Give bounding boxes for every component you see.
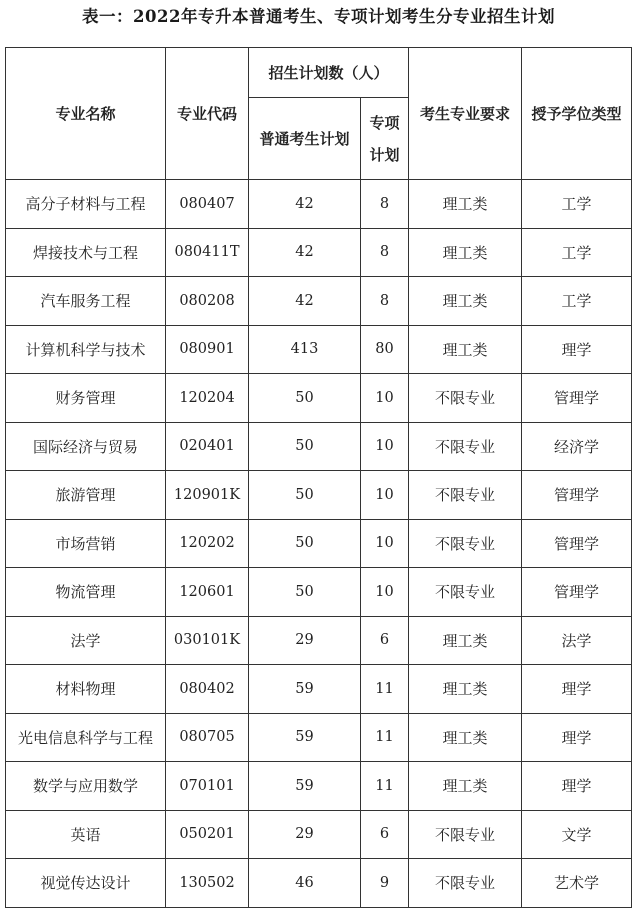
table-row	[6, 665, 632, 714]
cell-special-plan: 10	[361, 568, 409, 617]
table-row	[6, 616, 632, 665]
table-row	[6, 471, 632, 520]
cell-regular-plan: 50	[249, 374, 361, 423]
cell-major-name: 汽车服务工程	[6, 277, 166, 326]
cell-degree: 工学	[522, 180, 632, 229]
cell-major-name: 英语	[6, 810, 166, 859]
cell-special-plan: 80	[361, 325, 409, 374]
table-row	[6, 228, 632, 277]
cell-requirement: 不限专业	[409, 568, 522, 617]
cell-degree: 文学	[522, 810, 632, 859]
cell-requirement: 理工类	[409, 762, 522, 811]
cell-requirement: 不限专业	[409, 519, 522, 568]
cell-degree: 艺术学	[522, 859, 632, 908]
cell-requirement: 理工类	[409, 228, 522, 277]
cell-degree: 工学	[522, 277, 632, 326]
cell-special-plan: 6	[361, 616, 409, 665]
cell-major-name: 光电信息科学与工程	[6, 713, 166, 762]
cell-regular-plan: 46	[249, 859, 361, 908]
cell-special-plan: 8	[361, 277, 409, 326]
header-special-plan-line2: 计划	[369, 145, 400, 164]
cell-requirement: 不限专业	[409, 374, 522, 423]
cell-degree: 理学	[522, 713, 632, 762]
cell-special-plan: 11	[361, 762, 409, 811]
cell-regular-plan: 50	[249, 471, 361, 520]
cell-special-plan: 9	[361, 859, 409, 908]
cell-regular-plan: 59	[249, 762, 361, 811]
cell-regular-plan: 29	[249, 810, 361, 859]
cell-requirement: 不限专业	[409, 859, 522, 908]
cell-special-plan: 11	[361, 713, 409, 762]
cell-major-code: 030101K	[166, 616, 249, 665]
cell-requirement: 理工类	[409, 180, 522, 229]
header-requirement: 考生专业要求	[409, 48, 522, 180]
cell-major-name: 旅游管理	[6, 471, 166, 520]
cell-regular-plan: 50	[249, 568, 361, 617]
cell-degree: 工学	[522, 228, 632, 277]
table-row	[6, 374, 632, 423]
cell-major-code: 120204	[166, 374, 249, 423]
cell-regular-plan: 42	[249, 180, 361, 229]
cell-regular-plan: 59	[249, 665, 361, 714]
table-row	[6, 180, 632, 229]
header-regular-plan: 普通考生计划	[249, 98, 361, 180]
cell-special-plan: 8	[361, 180, 409, 229]
cell-major-name: 计算机科学与技术	[6, 325, 166, 374]
cell-major-code: 120601	[166, 568, 249, 617]
cell-major-name: 材料物理	[6, 665, 166, 714]
header-degree: 授予学位类型	[522, 48, 632, 180]
cell-requirement: 不限专业	[409, 422, 522, 471]
cell-requirement: 理工类	[409, 616, 522, 665]
cell-major-code: 080705	[166, 713, 249, 762]
header-plan-group: 招生计划数（人）	[249, 48, 409, 98]
cell-major-name: 焊接技术与工程	[6, 228, 166, 277]
cell-degree: 管理学	[522, 519, 632, 568]
table-row	[6, 422, 632, 471]
cell-special-plan: 10	[361, 422, 409, 471]
cell-regular-plan: 50	[249, 422, 361, 471]
cell-major-name: 高分子材料与工程	[6, 180, 166, 229]
cell-requirement: 不限专业	[409, 471, 522, 520]
cell-major-code: 120202	[166, 519, 249, 568]
cell-special-plan: 10	[361, 471, 409, 520]
cell-special-plan: 6	[361, 810, 409, 859]
table-row	[6, 277, 632, 326]
cell-special-plan: 10	[361, 374, 409, 423]
cell-regular-plan: 42	[249, 277, 361, 326]
cell-requirement: 理工类	[409, 713, 522, 762]
table-row	[6, 762, 632, 811]
cell-major-name: 市场营销	[6, 519, 166, 568]
table-body	[6, 180, 632, 908]
table-row	[6, 713, 632, 762]
cell-degree: 理学	[522, 325, 632, 374]
cell-requirement: 理工类	[409, 665, 522, 714]
cell-major-code: 080901	[166, 325, 249, 374]
cell-degree: 理学	[522, 665, 632, 714]
cell-major-code: 080411T	[166, 228, 249, 277]
cell-degree: 理学	[522, 762, 632, 811]
table-row	[6, 810, 632, 859]
header-major-code: 专业代码	[166, 48, 249, 180]
header-special-plan-line1: 专项	[369, 113, 400, 132]
cell-degree: 法学	[522, 616, 632, 665]
header-special-plan	[361, 98, 409, 180]
cell-requirement: 理工类	[409, 325, 522, 374]
cell-special-plan: 10	[361, 519, 409, 568]
cell-major-code: 120901K	[166, 471, 249, 520]
cell-major-code: 050201	[166, 810, 249, 859]
cell-major-name: 物流管理	[6, 568, 166, 617]
cell-major-code: 080407	[166, 180, 249, 229]
cell-major-name: 财务管理	[6, 374, 166, 423]
cell-regular-plan: 413	[249, 325, 361, 374]
cell-major-code: 080208	[166, 277, 249, 326]
cell-regular-plan: 59	[249, 713, 361, 762]
cell-regular-plan: 50	[249, 519, 361, 568]
header-major-name: 专业名称	[6, 48, 166, 180]
cell-major-code: 080402	[166, 665, 249, 714]
cell-major-code: 130502	[166, 859, 249, 908]
table-row	[6, 325, 632, 374]
cell-degree: 经济学	[522, 422, 632, 471]
cell-major-name: 数学与应用数学	[6, 762, 166, 811]
cell-special-plan: 11	[361, 665, 409, 714]
cell-requirement: 理工类	[409, 277, 522, 326]
cell-major-code: 020401	[166, 422, 249, 471]
table-row	[6, 519, 632, 568]
cell-degree: 管理学	[522, 471, 632, 520]
cell-regular-plan: 29	[249, 616, 361, 665]
cell-regular-plan: 42	[249, 228, 361, 277]
page-title: 表一：2022年专升本普通考生、专项计划考生分专业招生计划	[82, 7, 555, 26]
cell-degree: 管理学	[522, 568, 632, 617]
cell-special-plan: 8	[361, 228, 409, 277]
cell-major-name: 国际经济与贸易	[6, 422, 166, 471]
cell-requirement: 不限专业	[409, 810, 522, 859]
table-row	[6, 568, 632, 617]
cell-major-code: 070101	[166, 762, 249, 811]
cell-major-name: 法学	[6, 616, 166, 665]
enrollment-plan-table	[5, 47, 632, 908]
cell-major-name: 视觉传达设计	[6, 859, 166, 908]
table-row	[6, 859, 632, 908]
cell-degree: 管理学	[522, 374, 632, 423]
